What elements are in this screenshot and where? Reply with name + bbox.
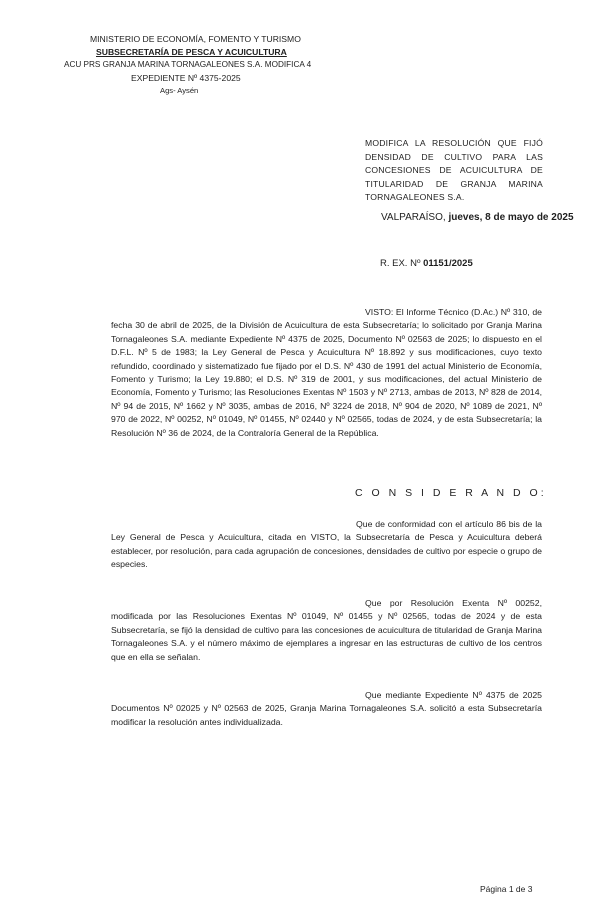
considerando-2: Que por Resolución Exenta Nº 00252, modificada por las Resoluciones Exentas Nº 01049, Nº 01455 y Nº 02565, todas de 2024 y de esta Subsecretaría, se fijó la densidad de cultivo para las concesiones de acuicultura de titularidad de Granja Marina Tornagaleones S.A. y el número máximo de ejemplares a ingresar en las estructuras de cultivo de los centros que en ella se señalan.	[111, 598, 542, 662]
resolution-date	[381, 212, 574, 223]
page-number: Página 1 de 3	[480, 884, 533, 894]
rex-number: 01151/2025	[423, 258, 473, 269]
date-city: VALPARAÍSO,	[381, 212, 446, 223]
resolution-title: MODIFICA LA RESOLUCIÓN QUE FIJÓ DENSIDAD DE CULTIVO PARA LAS CONCESIONES DE ACUICULTURA DE TITULARIDAD DE GRANJA MARINA TORNAGALEONES S.A.	[365, 138, 543, 202]
header-ministry: MINISTERIO DE ECONOMÍA, FOMENTO Y TURISMO	[90, 34, 301, 44]
visto-paragraph: VISTO: El Informe Técnico (D.Ac.) Nº 310, de fecha 30 de abril de 2025, de la División de Acuicultura de esta Subsecretaría; lo solicitado por Granja Marina Tornagaleones S.A. mediante Expediente Nº 4375 de 2025, Documento Nº 02563 de 2025; lo dispuesto en el D.F.L. Nº 5 de 1983; la Ley General de Pesca y Acuicultura Nº 18.892 y sus modificaciones, cuyo texto refundido, coordinado y sistematizado fue fijado por el D.S. Nº 430 de 1991 del actual Ministerio de Economía, Fomento y Turismo; la Ley 19.880; el D.S. Nº 319 de 2001, y sus modificaciones, del actual Ministerio de Economía, Fomento y Turismo; las Resoluciones Exentas Nº 1503 y Nº 2713, ambas de 2013, Nº 828 de 2014, Nº 94 de 2015, Nº 1662 y Nº 3035, ambas de 2016, Nº 3224 de 2018, Nº 904 de 2020, Nº 1089 de 2021, Nº 970 de 2022, Nº 00252, Nº 01049, Nº 01455, Nº 02440 y Nº 02565, todas de 2024, y de esta Subsecretaría; la Resolución Nº 36 de 2024, de la Contraloría General de la República.	[111, 307, 542, 438]
considerando-1: Que de conformidad con el artículo 86 bis de la Ley General de Pesca y Acuicultura, citada en VISTO, la Subsecretaría de Pesca y Acuicultura deberá establecer, por resolución, para cada agrupación de concesiones, densidades de cultivo por especie o grupo de especies.	[111, 519, 542, 570]
considerando-3: Que mediante Expediente Nº 4375 de 2025 Documentos Nº 02025 y Nº 02563 de 2025, Granja Marina Tornagaleones S.A. solicitó a esta Subsecretaría modificar la resolución antes individualizada.	[111, 690, 542, 727]
considerando-heading: C O N S I D E R A N D O:	[355, 487, 547, 499]
header-expediente: EXPEDIENTE Nº 4375-2025	[131, 73, 241, 83]
rex-label: R. EX. Nº	[380, 258, 421, 269]
header-subsecretaria: SUBSECRETARÍA DE PESCA Y ACUICULTURA	[96, 47, 287, 57]
header-acu-line: ACU PRS GRANJA MARINA TORNAGALEONES S.A. MODIFICA 4	[64, 60, 312, 69]
date-value: jueves, 8 de mayo de 2025	[448, 212, 574, 223]
resolution-number	[380, 258, 473, 269]
header-region: Ags- Aysén	[160, 86, 199, 95]
